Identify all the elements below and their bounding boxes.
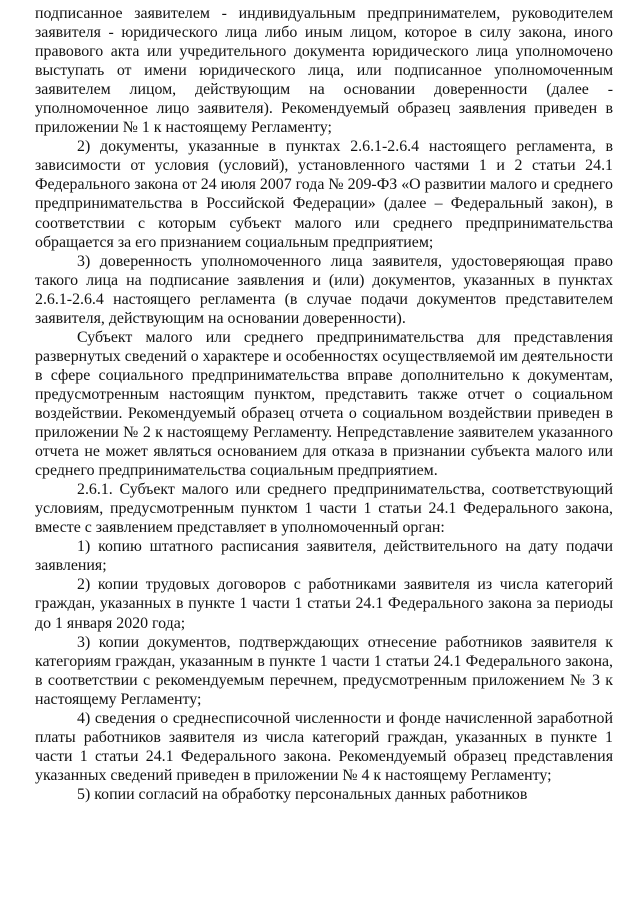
paragraph-section-2-6-1: 2.6.1. Субъект малого или среднего предпринимательства, соответствующий условиям, предусмотренным пунктом 1 части 1 статьи 24.1 Федерального закона, вместе с заявлением представляет в уполномоченный орган: — [35, 481, 613, 537]
paragraph-item-2-employment-contracts: 2) копии трудовых договоров с работниками заявителя из числа категорий граждан, указанных в пункте 1 части 1 статьи 24.1 Федерального закона за периоды до 1 января 2020 года; — [35, 576, 613, 632]
document-page — [35, 4, 613, 804]
paragraph-social-impact-report: Субъект малого или среднего предпринимательства для представления развернутых сведений о характере и особенностях осуществляемой им деятельности в сфере социального предпринимательства вправе дополнительно к документам, предусмотренным настоящим пунктом, представить также отчет о социальном воздействии. Рекомендуемый образец отчета о социальном воздействии приведен в приложении № 2 к настоящему Регламенту. Непредставление заявителем указанного отчета не может являться основанием для отказа в признании субъекта малого или среднего предпринимательства социальным предприятием. — [35, 328, 613, 480]
paragraph-item-5-consents: 5) копии согласий на обработку персональных данных работников — [77, 785, 528, 803]
paragraph-item-2-documents: 2) документы, указанные в пунктах 2.6.1-2.6.4 настоящего регламента, в зависимости от условия (условий), установленного частями 1 и 2 статьи 24.1 Федерального закона от 24 июля 2007 года № 209-ФЗ «О развитии малого и среднего предпринимательства в Российской Федерации» (далее – Федеральный закон), в соответствии с которым субъект малого или среднего предпринимательства обращается за его признанием социальным предприятием; — [35, 138, 613, 251]
paragraph-item-4-headcount-payroll: 4) сведения о среднесписочной численности и фонде начисленной заработной платы работников заявителя из числа категорий граждан, указанных в пункте 1 части 1 статьи 24.1 Федерального закона. Рекомендуемый образец представления указанных сведений приведен в приложении № 4 к настоящему Регламенту; — [35, 709, 613, 784]
paragraph-signed-application: подписанное заявителем - индивидуальным предпринимателем, руководителем заявителя - юридического лица либо иным лицом, которое в силу закона, иного правового акта или учредительного документа юридического лица уполномочено выступать от имени юридического лица, или подписанное уполномоченным заявителем лицом, действующим на основании доверенности (далее - уполномоченное лицо заявителя). Рекомендуемый образец заявления приведен в приложении № 1 к настоящему Регламенту; — [35, 5, 613, 137]
paragraph-item-3-power-of-attorney: 3) доверенность уполномоченного лица заявителя, удостоверяющая право такого лица на подписание заявления и (или) документов, указанных в пунктах 2.6.1-2.6.4 настоящего регламента (в случае подачи документов представителем заявителя, действующим на основании доверенности). — [35, 252, 613, 327]
paragraph-item-3-category-documents: 3) копии документов, подтверждающих отнесение работников заявителя к категориям граждан, указанным в пункте 1 части 1 статьи 24.1 Федерального закона, в соответствии с рекомендуемым перечнем, предусмотренным приложением № 3 к настоящему Регламенту; — [35, 633, 613, 708]
paragraph-item-1-staff-schedule: 1) копию штатного расписания заявителя, действительного на дату подачи заявления; — [35, 538, 613, 575]
